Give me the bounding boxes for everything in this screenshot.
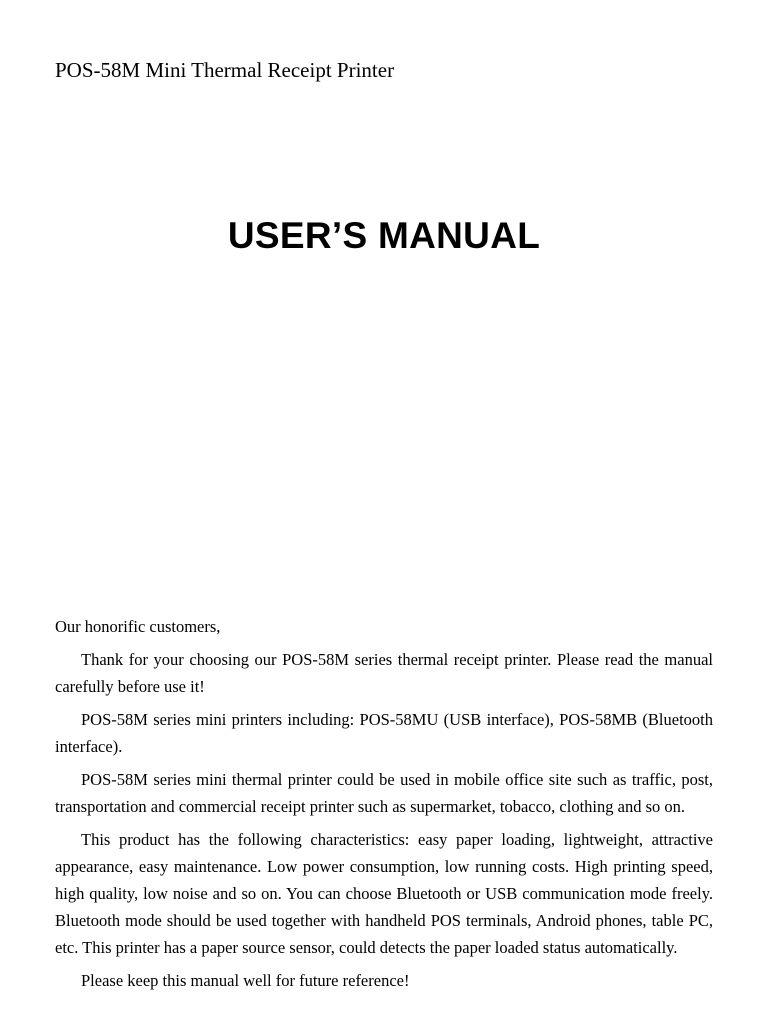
paragraph: Please keep this manual well for future reference!	[81, 971, 410, 990]
paragraph: Thank for your choosing our POS-58M series thermal receipt printer. Please read the manual carefully before use it!	[55, 650, 713, 696]
paragraph: POS-58M series mini printers including: POS-58MU (USB interface), POS-58MB (Bluetooth interface).	[55, 710, 713, 756]
manual-title: USER’S MANUAL	[227, 215, 541, 256]
product-name-heading: POS-58M Mini Thermal Receipt Printer	[55, 58, 395, 82]
paragraph: This product has the following characteristics: easy paper loading, lightweight, attractive appearance, easy maintenance. Low power consumption, low running costs. High printing speed, high quality, low noise and so on. You can choose Bluetooth or USB communication mode freely. Bluetooth mode should be used together with handheld POS terminals, Android phones, table PC, etc. This printer has a paper source sensor, could detects the paper loaded status automatically.	[55, 830, 713, 957]
paragraph: POS-58M series mini thermal printer could be used in mobile office site such as traffic, post, transportation and commercial receipt printer such as supermarket, tobacco, clothing and so on.	[55, 770, 713, 816]
salutation: Our honorific customers,	[55, 617, 221, 636]
intro-body	[55, 613, 713, 1000]
